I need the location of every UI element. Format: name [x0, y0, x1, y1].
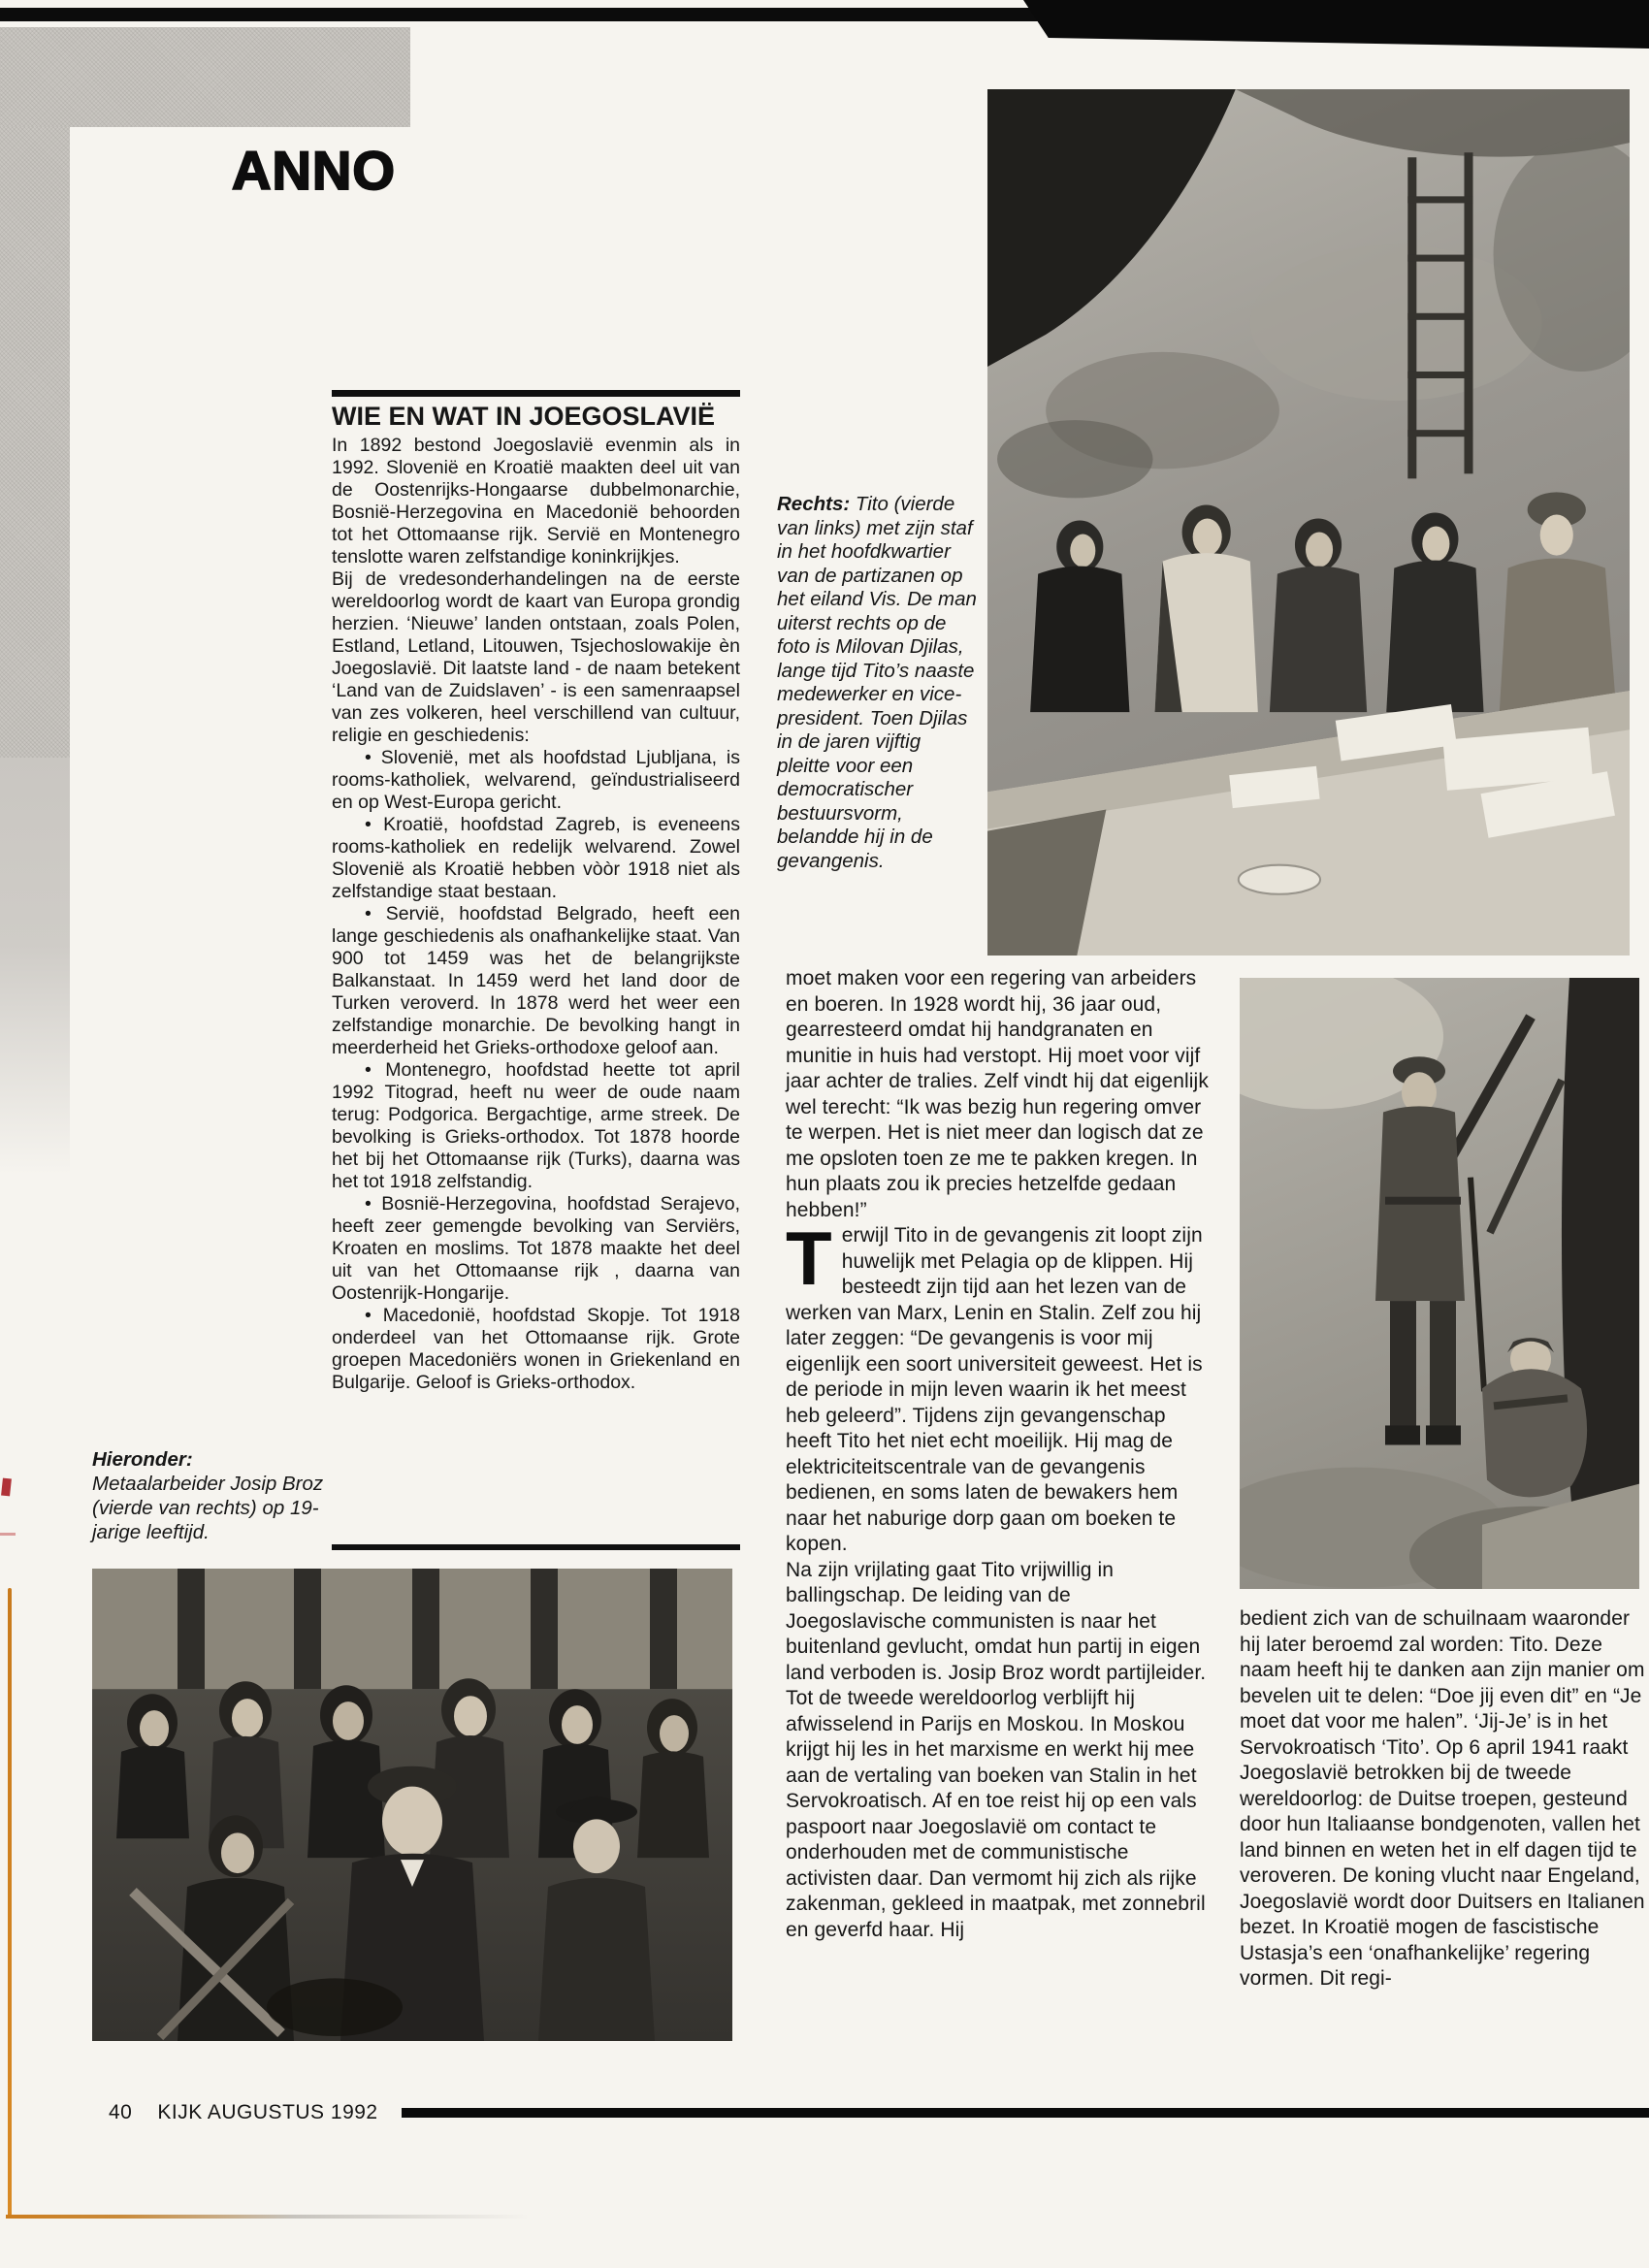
gray-left-strip-fade — [0, 758, 70, 1175]
drop-cap: T — [786, 1215, 832, 1301]
page-footer — [109, 2101, 1649, 2124]
article-paragraph-dropcap: Terwijl Tito in de gevangenis zit loopt zijn huwelijk met Pelagia op de klippen. Hij besteedt zijn tijd aan het lezen van de werken van Marx, Lenin en Stalin. Zelf zou hij later zeggen: “De gevangenis is voor mij eigenlijk een soort universiteit geweest. Het is de periode in mijn leven waarin ik het meest heb geleerd”. Tijdens zijn gevangenschap heeft Tito het niet echt moeilijk. Hij mag de elektriciteitscentrale van de gevangenis bedienen, en soms laten de bewakers hem naar het naburige dorp gaan om boeken te kopen. — [786, 1215, 1203, 1555]
infobox-wie-en-wat — [332, 390, 740, 1550]
infobox-top-rule — [332, 390, 740, 397]
article-paragraph: moet maken voor een regering van arbeiders en boeren. In 1928 wordt hij, 36 jaar oud, gearresteerd omdat hij handgranaten en munitie in huis had verstopt. Hij moet voor vijf jaar achter de tralies. Zelf vindt hij dat eigenlijk wel terecht: “Ik was bezig hun regering omver te werpen. Het is niet meer dan logisch dat ze me opsloten toen ze me te pakken kregen. In hun plaats zou ik precies hetzelfde gedaan hebben!” — [786, 967, 1209, 1221]
infobox-bullet-servie: • Servië, hoofdstad Belgrado, heeft een lange geschiedenis als onafhankelijke staat. Van 900 tot 1459 was het de belangrijkste Balkanstaat. In 1459 werd het land door de Turken veroverd. In 1878 werd het weer een zelfstandige monarchie. De bevolking hangt in meerderheid het Grieks-orthodoxe geloof aan. — [332, 903, 740, 1058]
caption-text: Tito (vierde van links) met zijn staf in het hoofdkwartier van de partizanen op het eiland Vis. De man uiterst rechts op de foto is Milovan Djilas, lange tijd Tito’s naaste medewerker en vice-president. Toen Djilas in de jaren vijftig pleitte voor een democratischer bestuursvorm, belandde hij in de gevangenis. — [777, 493, 977, 872]
orange-edge-line-vertical — [8, 1588, 12, 2217]
infobox-bullet-macedonie: • Macedonië, hoofdstad Skopje. Tot 1918 onderdeel van het Ottomaanse rijk. Grote groepen Macedoniërs wonen in Griekenland en Bulgarije. Geloof is Grieks-orthodox. — [332, 1305, 740, 1393]
top-right-black-corner — [1023, 0, 1649, 49]
article-column-right — [1240, 1606, 1649, 1993]
footer-rule-bar — [402, 2108, 1649, 2118]
caption-text: Metaalarbeider Josip Broz (vierde van rechts) op 19-jarige leeftijd. — [92, 1473, 324, 1543]
infobox-title: WIE EN WAT IN JOEGOSLAVIË — [332, 402, 716, 431]
infobox-bullet-bosnie: • Bosnië-Herzegovina, hoofdstad Serajevo, heeft zeer gemengde bevolking van Serviërs, Kroaten en moslims. Tot 1878 maakte het deel uit van het Ottomaanse rijk , daarna van Oostenrijk-Hongarije. — [332, 1193, 740, 1304]
gray-left-strip — [0, 127, 70, 758]
infobox-bottom-rule — [332, 1544, 740, 1550]
article-paragraph: bedient zich van de schuilnaam waaronder hij later beroemd zal worden: Tito. Deze naam heeft hij te danken aan zijn manier om bevelen uit te delen: “Doe jij even dit” en “Je moet dat voor me halen”. ‘Jij-Je’ is in het Servokroatisch ‘Tito’. Op 6 april 1941 raakt Joegoslavië betrokken bij de tweede wereldoorlog: de Duitse troepen, gesteund door hun Italiaanse bondgenoten, vallen het land binnen en weten het in elf dagen tijd te veroveren. De koning vlucht naar Engeland, Joegoslavië wordt door Duitsers en Italianen bezet. In Kroatië mogen de fascistische Ustasja’s een ‘onafhankelijke’ regering vormen. Dit regi- — [1240, 1607, 1645, 1990]
infobox-bullet-montenegro: • Montenegro, hoofdstad heette tot april 1992 Titograd, heeft nu weer de oude naam terug: Podgorica. Bergachtige, arme streek. De bevolking is Grieks-orthodox. Tot 1878 hoorde het bij het Ottomaanse rijk (Turks), daarna was het tot 1918 zelfstandig. — [332, 1059, 740, 1192]
page-number: 40 — [109, 2101, 133, 2123]
gray-texture-block — [0, 27, 410, 127]
caption-broz-photo — [92, 1447, 346, 1544]
photo-partisans — [1240, 978, 1639, 1589]
infobox-bullet-kroatie: • Kroatië, hoofdstad Zagreb, is eveneens rooms-katholiek en redelijk welvarend. Zowel Slovenië als Kroatië hebben vòòr 1918 niet als zelfstandige staat bestaan. — [332, 814, 740, 902]
infobox-bullet-slovenie: • Slovenië, met als hoofdstad Ljubljana, is rooms-katholiek, welvarend, geïndustrialiseerd en op West-Europa gericht. — [332, 747, 740, 813]
infobox-paragraph: Bij de vredesonderhandelingen na de eerste wereldoorlog wordt de kaart van Europa grondig herzien. ‘Nieuwe’ landen ontstaan, zoals Polen, Estland, Letland, Litouwen, Tsjechoslowakije èn Joegoslavië. Dit laatste land - de naam betekent ‘Land van de Zuidslaven’ - is een samenraapsel van zes volkeren, heel verschillend van cultuur, religie en geschiedenis: — [332, 568, 740, 746]
issue-label: KIJK AUGUSTUS 1992 — [157, 2101, 378, 2123]
photo-tito-headquarters — [987, 89, 1630, 956]
masthead-title: ANNO — [232, 140, 396, 201]
orange-edge-line-horizontal — [6, 2215, 530, 2219]
infobox-paragraph: In 1892 bestond Joegoslavië evenmin als in 1992. Slovenië en Kroatië maakten deel uit van de Oostenrijks-Hongaarse dubbelmonarchie, Bosnië-Herzegovina en Macedonië behoorden tot het Ottomaanse rijk. Servië en Montenegro tenslotte waren zelfstandige koninkrijkjes. — [332, 435, 740, 567]
photo-josip-broz-group — [92, 1569, 732, 2041]
caption-tito-photo — [777, 493, 979, 873]
red-registration-mark — [1, 1478, 12, 1497]
article-paragraph: Na zijn vrijlating gaat Tito vrijwillig in ballingschap. De leiding van de Joegoslavische communisten is naar het buitenland gevlucht, omdat hun partij in eigen land verboden is. Josip Broz wordt partijleider. Tot de tweede wereldoorlog verblijft hij afwisselend in Parijs en Moskou. In Moskou krijgt hij les in het marxisme en werkt hij mee aan de vertaling van boeken van Stalin in het Servokroatisch. Af en toe reist hij op een vals paspoort naar Joegoslavië om contact te onderhouden met de communistische activisten daar. Dan vermomt hij zich als rijke zakenman, gekleed in maatpak, met zonnebril en geverfd haar. Hij — [786, 1558, 1207, 1941]
caption-lead: Rechts: — [777, 493, 851, 515]
red-edge-dash — [0, 1533, 16, 1536]
caption-lead: Hieronder: — [92, 1448, 193, 1471]
article-column-middle — [786, 966, 1210, 1943]
